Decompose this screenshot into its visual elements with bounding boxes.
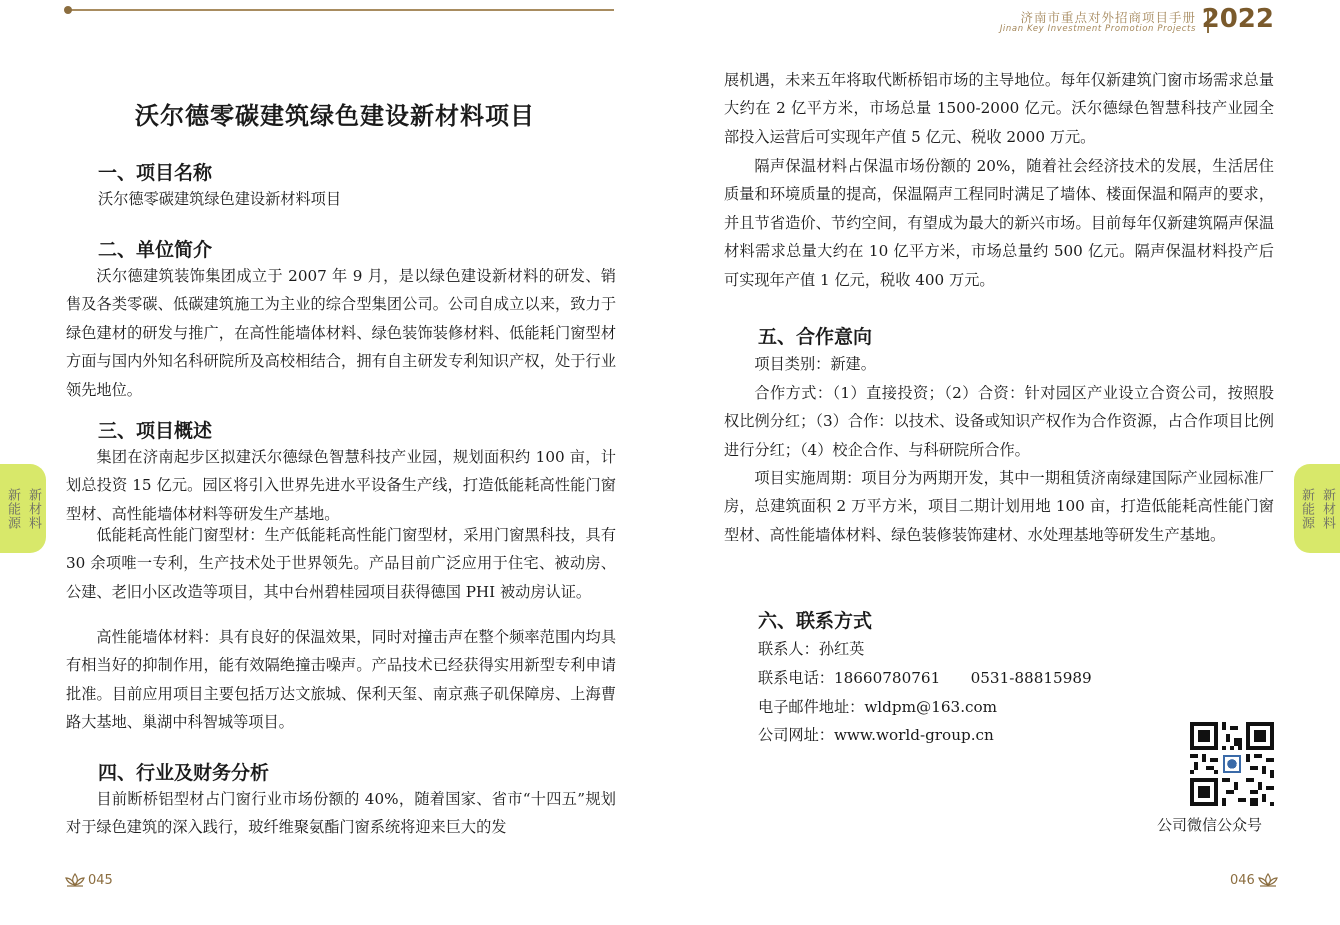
page-number-text: 045 [88,872,113,888]
contact-person: 联系人：孙红英 [758,640,865,658]
header-book-title: 济南市重点对外招商项目手册 [1020,10,1196,25]
page-number-text: 046 [1230,872,1255,888]
page-number-left [64,872,113,888]
side-tab-col-2: 新材料 [26,487,41,530]
industry-para-1-cont: 展机遇，未来五年将取代断桥铝市场的主导地位。每年仅新建筑门窗市场需求总量大约在 2 亿平方米，市场总量 1500-2000 亿元。沃尔德绿色智慧科技产业园全部投入运营后可实现年产值 5 亿元、税收 2000 万元。 [724,71,1274,146]
section-heading-5: 五、合作意向 [758,326,873,348]
industry-para-2: 隔声保温材料占保温市场份额的 20%，随着社会经济技术的发展，生活居住质量和环境质量的提高，保温隔声工程同时满足了墙体、楼面保温和隔声的要求，并且节省造价、节约空间，有望成为最大的新兴市场。目前每年仅新建筑隔声保温材料需求总量大约在 10 亿平方米，市场总量约 500 亿元。隔声保温材料投产后可实现年产值 1 亿元，税收 400 万元。 [724,157,1274,289]
page-number-right [1230,872,1279,888]
header-rule [66,9,614,11]
side-tab-col-1: 新能源 [5,487,20,530]
contact-website: 公司网址：www.world-group.cn [758,726,994,744]
header-year: 2022 [1201,4,1274,34]
wechat-qr-code [1190,722,1274,806]
right-page [670,0,1340,925]
project-name-text: 沃尔德零碳建筑绿色建设新材料项目 [98,190,341,208]
implementation-period: 项目实施周期：项目分为两期开发，其中一期租赁济南绿建国际产业园标准厂房，总建筑面积 2 万平方米，项目二期计划用地 100 亩，打造低能耗高性能门窗型材、高性能墙体材料、绿色装修装饰建材、水处理基地等研发生产基地。 [724,469,1274,544]
section-heading-4: 四、行业及财务分析 [98,762,270,784]
section-heading-1: 一、项目名称 [98,162,213,184]
header-rule-dot [64,6,72,14]
side-tab-col-1: 新能源 [1299,487,1314,530]
section-heading-3: 三、项目概述 [98,420,213,442]
section-heading-2: 二、单位简介 [98,239,213,261]
company-intro-text: 沃尔德建筑装饰集团成立于 2007 年 9 月，是以绿色建设新材料的研发、销售及各类零碳、低碳建筑施工为主业的综合型集团公司。公司自成立以来，致力于绿色建材的研发与推广，在高性能墙体材料、绿色装饰装修材料、低能耗门窗型材方面与国内外知名科研院所及高校相结合，拥有自主研发专利知识产权，处于行业领先地位。 [66,267,616,399]
overview-para-1: 集团在济南起步区拟建沃尔德绿色智慧科技产业园，规划面积约 100 亩，计划总投资 15 亿元。园区将引入世界先进水平设备生产线，打造低能耗高性能门窗型材、高性能墙体材料等研发生产基地。 [66,448,616,523]
page-title: 沃尔德零碳建筑绿色建设新材料项目 [135,101,535,130]
side-tab-col-2: 新材料 [1320,487,1335,530]
overview-para-2: 低能耗高性能门窗型材：生产低能耗高性能门窗型材，采用门窗黑科技，具有 30 余项唯一专利，生产技术处于世界领先。产品目前广泛应用于住宅、被动房、公建、老旧小区改造等项目，其中台州碧桂园项目获得德国 PHI 被动房认证。 [66,526,616,601]
lotus-icon [1257,872,1279,888]
overview-para-3: 高性能墙体材料：具有良好的保温效果，同时对撞击声在整个频率范围内均具有相当好的抑制作用，能有效隔绝撞击噪声。产品技术已经获得实用新型专利申请批准。目前应用项目主要包括万达文旅城、保利天玺、南京燕子矶保障房、上海曹路大基地、巢湖中科智城等项目。 [66,628,616,732]
side-tab-right [1294,464,1340,553]
cooperation-category: 项目类别：新建。 [754,355,876,373]
qr-caption: 公司微信公众号 [1157,816,1263,834]
side-tab-left [0,464,46,553]
cooperation-methods: 合作方式：（1）直接投资；（2）合资：针对园区产业设立合资公司，按照股权比例分红；（3）合作：以技术、设备或知识产权作为合作资源，占合作项目比例进行分红；（4）校企合作、与科研院所合作。 [724,384,1274,459]
contact-phone: 联系电话：18660780761 0531-88815989 [758,669,1092,687]
header-book-title-en: Jinan Key Investment Promotion Projects [999,24,1196,34]
section-heading-6: 六、联系方式 [758,610,873,632]
contact-email: 电子邮件地址：wldpm@163.com [758,698,998,716]
industry-para-1: 目前断桥铝型材占门窗行业市场份额的 40%，随着国家、省市“十四五”规划对于绿色建筑的深入践行，玻纤维聚氨酯门窗系统将迎来巨大的发 [66,790,616,837]
lotus-icon [64,872,86,888]
